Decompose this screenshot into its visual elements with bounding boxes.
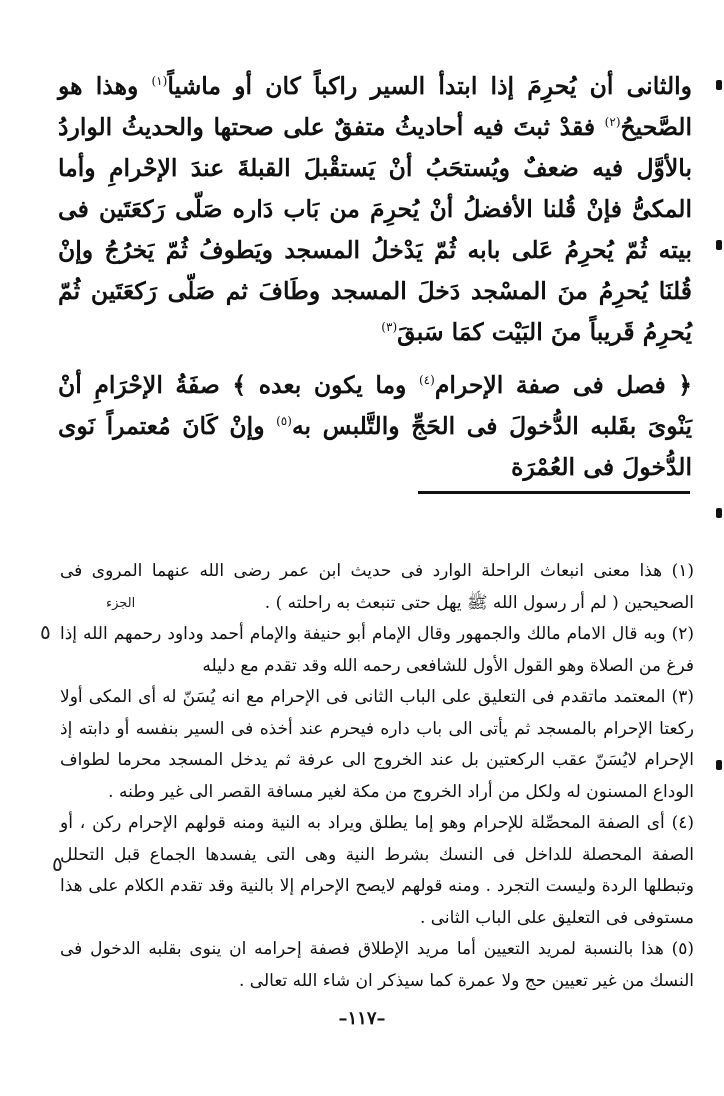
section-heading: ﴿ فصل فى صفة الإحرام	[434, 371, 693, 399]
text-run: وهذا هو الصَّحيحُ	[58, 72, 692, 141]
text-run: وما يكون بعده ﴾ صفَةُ الإحْرَامِ أنْ يَنْوىَ بقَلبه الدُّخولَ فى الحَجِّ والتَّلبس به	[58, 371, 692, 440]
edge-mark	[716, 80, 722, 90]
footnote: (٢) وبه قال الامام مالك والجمهور وقال الإمام أبو حنيفة والإمام أحمد وداود رحمهم الله إذا فرغ من الصلاة وهو القول الأول للشافعى رحمه الله وقد تقدم مع دليله	[60, 624, 694, 676]
text-run: والثانى أن يُحرِمَ إذا ابتدأ السير راكباً كان أو ماشياً	[167, 72, 692, 100]
footnote: (٣) المعتمد ماتقدم فى التعليق على الباب الثانى فى الإحرام مع انه يُسَنّ له أى المكى أولا ركعتا الإحرام بالمسجد ثم يأتى الى باب داره فيحرم عند أخذه فى السير بنفسه أو دابته إذ الإحرام لايُسَنّ عقب الركعتين بل عند الخروج الى عرفة ثم يدخل المسجد محرما لطواف الوداع المسنون له ولكل من أراد الخروج من مكة لغير مسافة القصر الى غير وطنه .	[60, 687, 694, 802]
footnote: (٤) أى الصفة المحصِّلة للإحرام وهو إما يطلق ويراد به النية ومنه قولهم الإحرام ركن ، أو الصفة المحصلة للداخل فى النسك بشرط النية وهى التى يفسدها الجماع قبل التحلل وتبطلها الردة وليست التجرد . ومنه قولهم لايصح الإحرام إلا بالنية وقد تقدم الكلام على هذا مستوفى فى التعليق على الباب الثانى .	[60, 813, 694, 928]
edge-mark	[716, 508, 722, 518]
text-run: فقدْ ثبتَ فيه أحاديثُ متفقٌ على صحتها والحديثُ الواردُ بالأوَّل فيه ضعفٌ ويُستحَبُ أنْ يَستقْبلَ القبلةَ عندَ الإحْرامِ وأما المكىُّ فإنْ قُلنا الأفضلُ أنْ يُحرِمَ من بَاب دَاره صَلّى رَكعَتَين فى بيته ثُمّ يُحرِمُ عَلى بابه ثُمّ يَدْخلُ المسجد ويَطوفُ ثُمّ يَخرُجُ وإنْ قُلنَا يُحرِمُ منَ المسْجد دَخلَ المسجد وطَافَ ثم صَلّى رَكعَتَين ثُمّ يُحرِمُ قَريباً منَ البَيْت كمَا سَبقَ	[58, 113, 692, 346]
footnote-ref[interactable]: (١)	[151, 74, 168, 89]
footnote-ref[interactable]: (٣)	[381, 320, 398, 335]
margin-mark: ٥	[40, 620, 51, 644]
edge-mark	[716, 760, 722, 770]
edge-mark	[716, 240, 722, 250]
margin-mark: الجزء	[106, 596, 136, 611]
footnote: (١) هذا معنى انبعاث الراحلة الوارد فى حديث ابن عمر رضى الله عنهما المروى فى الصحيحين ( لم أر رسول الله ﷺ يهل حتى تنبعث به راحلته ) .	[60, 561, 694, 613]
footnote-ref[interactable]: (٥)	[276, 414, 292, 429]
section-paragraph	[58, 365, 692, 488]
footnote: (٥) هذا بالنسبة لمريد التعيين أما مريد الإطلاق فصفة إحرامه ان ينوى بقلبه الدخول فى النسك من غير تعيين حج ولا عمرة كما سيذكر ان شاء الله تعالى .	[60, 939, 694, 991]
main-paragraph	[58, 66, 692, 353]
page-number: –١١٧–	[338, 1008, 386, 1029]
footnote-ref[interactable]: (٢)	[604, 115, 621, 130]
footnote-separator	[418, 491, 690, 494]
margin-mark: ٥	[52, 852, 63, 876]
text-run: وإنْ كَانَ مُعتمراً نَوى الدُّخولَ فى العُمْرَة	[58, 412, 692, 481]
main-text	[58, 66, 692, 488]
footnote-ref[interactable]: (٤)	[418, 373, 435, 388]
footnotes	[60, 556, 694, 997]
